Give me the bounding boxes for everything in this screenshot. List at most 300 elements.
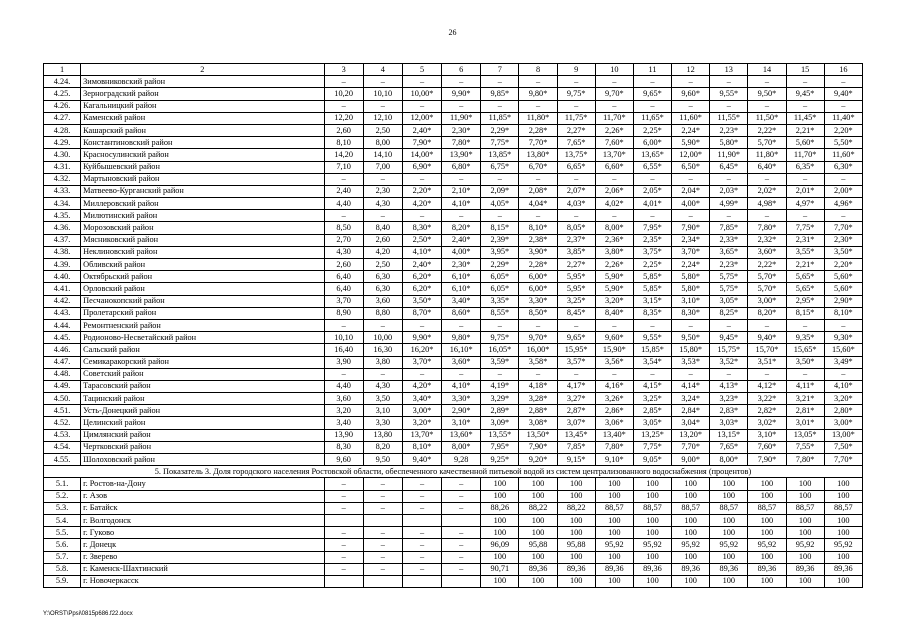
value-cell: 11,90* bbox=[442, 112, 481, 124]
value-cell: 4,40 bbox=[324, 380, 363, 392]
value-cell: 95,92 bbox=[595, 539, 633, 551]
value-cell: 100 bbox=[748, 514, 786, 526]
value-cell: 9,80* bbox=[442, 332, 481, 344]
value-cell: – bbox=[595, 210, 633, 222]
value-cell: 2,10* bbox=[442, 185, 481, 197]
value-cell: 3,80* bbox=[595, 246, 633, 258]
value-cell: – bbox=[672, 319, 710, 331]
value-cell bbox=[324, 575, 363, 587]
value-cell: 6,00* bbox=[633, 137, 671, 149]
value-cell: 10,10 bbox=[324, 332, 363, 344]
column-header: 15 bbox=[786, 64, 824, 76]
value-cell: 3,26* bbox=[595, 393, 633, 405]
value-cell: 2,30* bbox=[442, 259, 481, 271]
value-cell: 3,24* bbox=[672, 393, 710, 405]
value-cell: 100 bbox=[481, 514, 519, 526]
value-cell: 100 bbox=[557, 575, 595, 587]
row-name: Мясниковский район bbox=[81, 234, 324, 246]
value-cell: 95,88 bbox=[519, 539, 557, 551]
value-cell: 3,90 bbox=[324, 356, 363, 368]
row-name: г. Волгодонск bbox=[81, 514, 324, 526]
value-cell: 5,60* bbox=[786, 137, 824, 149]
value-cell: 3,65* bbox=[710, 246, 748, 258]
value-cell: 15,70* bbox=[748, 344, 786, 356]
value-cell: – bbox=[557, 319, 595, 331]
value-cell: 100 bbox=[481, 527, 519, 539]
value-cell: – bbox=[824, 319, 862, 331]
value-cell: 5,95* bbox=[557, 283, 595, 295]
value-cell: 2,85* bbox=[633, 405, 671, 417]
value-cell: 11,40* bbox=[824, 112, 862, 124]
value-cell: 88,57 bbox=[672, 502, 710, 514]
value-cell: 3,15* bbox=[633, 295, 671, 307]
row-number: 4.55. bbox=[44, 454, 81, 466]
value-cell: – bbox=[748, 368, 786, 380]
value-cell: 2,84* bbox=[672, 405, 710, 417]
value-cell: – bbox=[519, 76, 557, 88]
value-cell: 100 bbox=[519, 478, 557, 490]
value-cell: 13,00* bbox=[824, 429, 862, 441]
table-row bbox=[44, 124, 863, 136]
value-cell: 100 bbox=[519, 575, 557, 587]
value-cell: 4,13* bbox=[710, 380, 748, 392]
value-cell: – bbox=[402, 76, 441, 88]
value-cell: – bbox=[442, 551, 481, 563]
value-cell: 13,15* bbox=[710, 429, 748, 441]
table-row bbox=[44, 173, 863, 185]
value-cell: 13,75* bbox=[557, 149, 595, 161]
row-name: г. Батайск bbox=[81, 502, 324, 514]
value-cell: – bbox=[363, 502, 402, 514]
value-cell: 16,20* bbox=[402, 344, 441, 356]
value-cell: – bbox=[442, 76, 481, 88]
value-cell: – bbox=[402, 539, 441, 551]
table-row bbox=[44, 417, 863, 429]
value-cell: – bbox=[442, 210, 481, 222]
value-cell: – bbox=[363, 76, 402, 88]
value-cell: 100 bbox=[710, 514, 748, 526]
value-cell: 3,51* bbox=[748, 356, 786, 368]
row-number: 4.34. bbox=[44, 198, 81, 210]
value-cell: 6,30 bbox=[363, 283, 402, 295]
value-cell: 9,40* bbox=[824, 88, 862, 100]
value-cell: 88,57 bbox=[824, 502, 862, 514]
row-number: 4.43. bbox=[44, 307, 81, 319]
row-number: 4.54. bbox=[44, 441, 81, 453]
value-cell: 100 bbox=[824, 527, 862, 539]
value-cell: 100 bbox=[595, 527, 633, 539]
row-number: 4.26. bbox=[44, 100, 81, 112]
row-name: Ремонтненский район bbox=[81, 319, 324, 331]
table-row bbox=[44, 271, 863, 283]
row-number: 4.53. bbox=[44, 429, 81, 441]
value-cell: 3,29* bbox=[481, 393, 519, 405]
column-header: 4 bbox=[363, 64, 402, 76]
value-cell: 4,03* bbox=[557, 198, 595, 210]
table-row bbox=[44, 429, 863, 441]
value-cell: 10,20 bbox=[324, 88, 363, 100]
value-cell: 8,25* bbox=[710, 307, 748, 319]
row-number: 4.27. bbox=[44, 112, 81, 124]
value-cell: 100 bbox=[557, 514, 595, 526]
value-cell: 6,90* bbox=[402, 161, 441, 173]
row-name: Кагальницкий район bbox=[81, 100, 324, 112]
value-cell: – bbox=[633, 76, 671, 88]
row-name: Тацинский район bbox=[81, 393, 324, 405]
row-number: 5.1. bbox=[44, 478, 81, 490]
row-name: Орловский район bbox=[81, 283, 324, 295]
value-cell bbox=[324, 514, 363, 526]
value-cell: 13,70* bbox=[595, 149, 633, 161]
value-cell: 9,70* bbox=[519, 332, 557, 344]
value-cell: 100 bbox=[710, 575, 748, 587]
row-name: Целинский район bbox=[81, 417, 324, 429]
value-cell: – bbox=[633, 368, 671, 380]
value-cell: 100 bbox=[633, 527, 671, 539]
value-cell: 4,10* bbox=[824, 380, 862, 392]
value-cell: 4,96* bbox=[824, 198, 862, 210]
value-cell: 11,70* bbox=[786, 149, 824, 161]
value-cell: 3,08* bbox=[519, 417, 557, 429]
value-cell: 3,10* bbox=[442, 417, 481, 429]
value-cell: 4,10* bbox=[442, 380, 481, 392]
value-cell: 100 bbox=[710, 490, 748, 502]
row-name: Тарасовский район bbox=[81, 380, 324, 392]
value-cell: – bbox=[595, 319, 633, 331]
value-cell: 11,85* bbox=[481, 112, 519, 124]
row-name: г. Азов bbox=[81, 490, 324, 502]
value-cell: 100 bbox=[824, 490, 862, 502]
value-cell: 100 bbox=[672, 514, 710, 526]
value-cell: 8,30* bbox=[402, 222, 441, 234]
table-row bbox=[44, 283, 863, 295]
value-cell: 100 bbox=[786, 527, 824, 539]
value-cell: 15,90* bbox=[595, 344, 633, 356]
value-cell: 12,20 bbox=[324, 112, 363, 124]
value-cell: 100 bbox=[672, 551, 710, 563]
value-cell: – bbox=[672, 76, 710, 88]
row-name: Каменский район bbox=[81, 112, 324, 124]
row-number: 4.25. bbox=[44, 88, 81, 100]
value-cell: 2,40* bbox=[442, 234, 481, 246]
row-number: 4.29. bbox=[44, 137, 81, 149]
row-name: Песчанокопский район bbox=[81, 295, 324, 307]
value-cell: 3,00* bbox=[824, 417, 862, 429]
value-cell: 2,25* bbox=[633, 124, 671, 136]
value-cell: – bbox=[363, 490, 402, 502]
row-number: 4.38. bbox=[44, 246, 81, 258]
row-name: Обливский район bbox=[81, 259, 324, 271]
value-cell: – bbox=[363, 539, 402, 551]
row-number: 4.52. bbox=[44, 417, 81, 429]
value-cell: 7,90* bbox=[672, 222, 710, 234]
value-cell: 100 bbox=[595, 575, 633, 587]
value-cell: 13,80 bbox=[363, 429, 402, 441]
value-cell: 6,65* bbox=[557, 161, 595, 173]
value-cell: 13,90 bbox=[324, 429, 363, 441]
value-cell: 4,00* bbox=[442, 246, 481, 258]
value-cell: 9,15* bbox=[557, 454, 595, 466]
value-cell: 16,30 bbox=[363, 344, 402, 356]
value-cell: 2,80* bbox=[824, 405, 862, 417]
value-cell: 3,25* bbox=[557, 295, 595, 307]
value-cell: 2,40 bbox=[324, 185, 363, 197]
value-cell: 6,80* bbox=[442, 161, 481, 173]
value-cell: 3,09* bbox=[481, 417, 519, 429]
value-cell: – bbox=[481, 173, 519, 185]
column-header: 8 bbox=[519, 64, 557, 76]
value-cell: – bbox=[363, 563, 402, 575]
value-cell: 88,26 bbox=[481, 502, 519, 514]
value-cell: 9,40* bbox=[402, 454, 441, 466]
row-number: 4.48. bbox=[44, 368, 81, 380]
row-name: г. Новочеркасск bbox=[81, 575, 324, 587]
value-cell: 8,15* bbox=[786, 307, 824, 319]
value-cell: 2,82* bbox=[748, 405, 786, 417]
value-cell: – bbox=[519, 319, 557, 331]
value-cell: – bbox=[363, 551, 402, 563]
value-cell: 3,70* bbox=[402, 356, 441, 368]
value-cell: 5,75* bbox=[710, 271, 748, 283]
value-cell: 2,02* bbox=[748, 185, 786, 197]
value-cell: 4,00* bbox=[672, 198, 710, 210]
value-cell: 100 bbox=[481, 478, 519, 490]
value-cell: 2,20* bbox=[824, 259, 862, 271]
value-cell: 4,12* bbox=[748, 380, 786, 392]
value-cell: 88,57 bbox=[748, 502, 786, 514]
value-cell: 3,22* bbox=[748, 393, 786, 405]
row-name: Зерноградский район bbox=[81, 88, 324, 100]
column-header: 2 bbox=[81, 64, 324, 76]
value-cell: – bbox=[442, 100, 481, 112]
value-cell: 7,90* bbox=[748, 454, 786, 466]
value-cell: 6,00* bbox=[519, 271, 557, 283]
value-cell: 8,10* bbox=[402, 441, 441, 453]
value-cell: 6,20* bbox=[402, 283, 441, 295]
table-row bbox=[44, 137, 863, 149]
value-cell: 89,36 bbox=[519, 563, 557, 575]
value-cell: – bbox=[324, 76, 363, 88]
table-row bbox=[44, 490, 863, 502]
value-cell: 13,55* bbox=[481, 429, 519, 441]
value-cell: 2,09* bbox=[481, 185, 519, 197]
column-header: 5 bbox=[402, 64, 441, 76]
value-cell: 10,00* bbox=[402, 88, 441, 100]
value-cell: 9,65* bbox=[557, 332, 595, 344]
column-header: 16 bbox=[824, 64, 862, 76]
value-cell: 6,00* bbox=[519, 283, 557, 295]
value-cell: – bbox=[786, 173, 824, 185]
value-cell: – bbox=[442, 502, 481, 514]
row-name: Красносулинский район bbox=[81, 149, 324, 161]
value-cell: 9,50* bbox=[672, 332, 710, 344]
value-cell: – bbox=[519, 173, 557, 185]
value-cell: 2,35* bbox=[633, 234, 671, 246]
value-cell: 8,30* bbox=[672, 307, 710, 319]
value-cell: 100 bbox=[786, 478, 824, 490]
value-cell: – bbox=[595, 100, 633, 112]
value-cell: 2,81* bbox=[786, 405, 824, 417]
value-cell: 2,27* bbox=[557, 259, 595, 271]
value-cell: – bbox=[481, 210, 519, 222]
value-cell: 3,00* bbox=[402, 405, 441, 417]
value-cell: 9,90* bbox=[442, 88, 481, 100]
value-cell: 2,50 bbox=[363, 259, 402, 271]
value-cell: 100 bbox=[748, 490, 786, 502]
value-cell: 2,30 bbox=[363, 185, 402, 197]
row-name: Семикаракорский район bbox=[81, 356, 324, 368]
value-cell: 9,40* bbox=[748, 332, 786, 344]
column-header: 11 bbox=[633, 64, 671, 76]
value-cell: 89,36 bbox=[633, 563, 671, 575]
row-number: 5.5. bbox=[44, 527, 81, 539]
value-cell: 8,00 bbox=[363, 137, 402, 149]
row-name: г. Каменск-Шахтинский bbox=[81, 563, 324, 575]
value-cell: – bbox=[363, 368, 402, 380]
value-cell: 2,31* bbox=[786, 234, 824, 246]
value-cell: 7,00 bbox=[363, 161, 402, 173]
value-cell: 5,90* bbox=[595, 283, 633, 295]
value-cell: 8,40* bbox=[595, 307, 633, 319]
value-cell: 2,90* bbox=[442, 405, 481, 417]
value-cell: 8,00* bbox=[442, 441, 481, 453]
value-cell: 9,28 bbox=[442, 454, 481, 466]
value-cell: 9,60 bbox=[324, 454, 363, 466]
value-cell: 100 bbox=[786, 575, 824, 587]
value-cell: 4,99* bbox=[710, 198, 748, 210]
value-cell: 2,05* bbox=[633, 185, 671, 197]
value-cell: – bbox=[633, 173, 671, 185]
value-cell: 4,04* bbox=[519, 198, 557, 210]
value-cell: 3,75* bbox=[633, 246, 671, 258]
value-cell: 7,80* bbox=[748, 222, 786, 234]
value-cell: 100 bbox=[672, 478, 710, 490]
value-cell: 8,20 bbox=[363, 441, 402, 453]
value-cell: 11,45* bbox=[786, 112, 824, 124]
table-row bbox=[44, 527, 863, 539]
value-cell: 2,21* bbox=[786, 259, 824, 271]
table-row bbox=[44, 393, 863, 405]
value-cell: 8,20* bbox=[442, 222, 481, 234]
value-cell: – bbox=[824, 368, 862, 380]
value-cell: – bbox=[748, 100, 786, 112]
row-name: г. Зверево bbox=[81, 551, 324, 563]
value-cell: 6,30* bbox=[824, 161, 862, 173]
value-cell: 5,95* bbox=[557, 271, 595, 283]
value-cell: 11,60* bbox=[824, 149, 862, 161]
value-cell: 5,50* bbox=[824, 137, 862, 149]
table-row bbox=[44, 332, 863, 344]
value-cell: – bbox=[442, 490, 481, 502]
value-cell: 9,25* bbox=[481, 454, 519, 466]
value-cell: – bbox=[442, 539, 481, 551]
value-cell: 3,80 bbox=[363, 356, 402, 368]
value-cell: – bbox=[363, 319, 402, 331]
value-cell: 4,10* bbox=[442, 198, 481, 210]
value-cell: 9,20* bbox=[519, 454, 557, 466]
value-cell: – bbox=[363, 100, 402, 112]
row-number: 4.46. bbox=[44, 344, 81, 356]
value-cell: 9,55* bbox=[633, 332, 671, 344]
row-number: 5.7. bbox=[44, 551, 81, 563]
value-cell: 100 bbox=[519, 527, 557, 539]
value-cell: – bbox=[402, 210, 441, 222]
table-row bbox=[44, 307, 863, 319]
value-cell: – bbox=[481, 76, 519, 88]
value-cell: 13,50* bbox=[519, 429, 557, 441]
value-cell bbox=[442, 514, 481, 526]
value-cell bbox=[402, 514, 441, 526]
value-cell: – bbox=[519, 100, 557, 112]
table-row bbox=[44, 441, 863, 453]
value-cell: 8,50* bbox=[519, 307, 557, 319]
value-cell: 3,40 bbox=[324, 417, 363, 429]
value-cell: 11,55* bbox=[710, 112, 748, 124]
table-row bbox=[44, 380, 863, 392]
value-cell: 3,01* bbox=[786, 417, 824, 429]
value-cell: 3,95* bbox=[481, 246, 519, 258]
value-cell: 2,04* bbox=[672, 185, 710, 197]
value-cell: 5,65* bbox=[786, 271, 824, 283]
value-cell: 3,02* bbox=[748, 417, 786, 429]
value-cell: – bbox=[363, 527, 402, 539]
value-cell: 9,05* bbox=[633, 454, 671, 466]
row-name: Кашарский район bbox=[81, 124, 324, 136]
value-cell: 4,20 bbox=[363, 246, 402, 258]
value-cell: 2,23* bbox=[710, 259, 748, 271]
value-cell: 8,60* bbox=[442, 307, 481, 319]
value-cell: 2,06* bbox=[595, 185, 633, 197]
value-cell: 3,52* bbox=[710, 356, 748, 368]
value-cell: 100 bbox=[519, 490, 557, 502]
value-cell: 9,80* bbox=[519, 88, 557, 100]
value-cell: 13,80* bbox=[519, 149, 557, 161]
value-cell: – bbox=[748, 76, 786, 88]
value-cell: 7,85* bbox=[557, 441, 595, 453]
value-cell: 4,11* bbox=[786, 380, 824, 392]
row-number: 4.33. bbox=[44, 185, 81, 197]
value-cell: – bbox=[710, 210, 748, 222]
value-cell: 8,40 bbox=[363, 222, 402, 234]
value-cell: 3,57* bbox=[557, 356, 595, 368]
value-cell: 100 bbox=[748, 478, 786, 490]
row-name: Мартыновский район bbox=[81, 173, 324, 185]
value-cell: 2,83* bbox=[710, 405, 748, 417]
value-cell: 5,70* bbox=[748, 283, 786, 295]
row-name: Родионово-Несветайский район bbox=[81, 332, 324, 344]
row-name: г. Донецк bbox=[81, 539, 324, 551]
value-cell: 4,20* bbox=[402, 198, 441, 210]
value-cell: – bbox=[595, 368, 633, 380]
value-cell: 12,00* bbox=[402, 112, 441, 124]
row-name: Зимовниковский район bbox=[81, 76, 324, 88]
value-cell: 3,50 bbox=[363, 393, 402, 405]
table-row bbox=[44, 368, 863, 380]
value-cell: 8,30 bbox=[324, 441, 363, 453]
value-cell: 4,30 bbox=[324, 246, 363, 258]
value-cell: 11,90* bbox=[710, 149, 748, 161]
value-cell: 16,00* bbox=[519, 344, 557, 356]
table-row bbox=[44, 185, 863, 197]
value-cell: – bbox=[324, 563, 363, 575]
value-cell: 2,40* bbox=[402, 259, 441, 271]
value-cell: 12,10 bbox=[363, 112, 402, 124]
value-cell: 3,30* bbox=[519, 295, 557, 307]
value-cell: 16,10* bbox=[442, 344, 481, 356]
value-cell: – bbox=[481, 100, 519, 112]
value-cell: 95,92 bbox=[786, 539, 824, 551]
value-cell: – bbox=[748, 210, 786, 222]
